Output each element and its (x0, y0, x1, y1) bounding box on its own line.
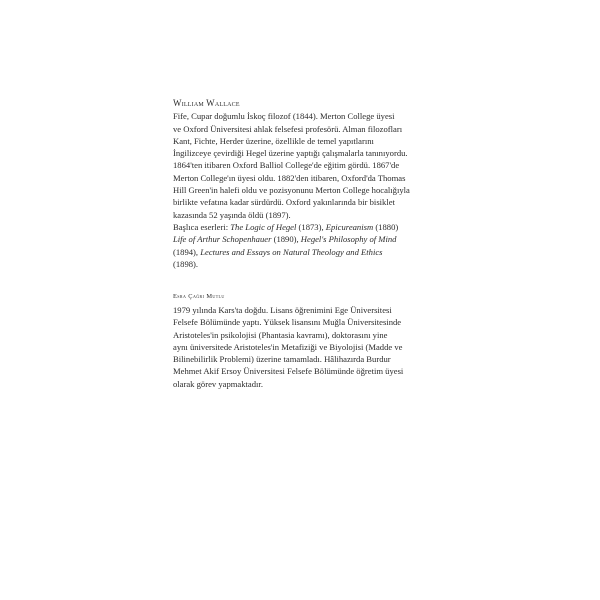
work-title: Hegel's Philosophy of Mind (300, 234, 397, 245)
work-year: (1890), (271, 234, 301, 245)
works-line (173, 221, 443, 233)
works-line (173, 246, 443, 258)
translator-name: Esra Çağrı Mutlu (173, 293, 225, 300)
work-year: (1873), (296, 221, 326, 232)
bio-line: olarak görev yapmaktadır. (173, 378, 263, 389)
works-line (173, 233, 443, 245)
work-title: Epicureanism (325, 221, 374, 232)
works-intro: Başlıca eserleri: (173, 221, 231, 232)
bio-line: birlikte vefatına kadar sürdürdü. Oxford yakınlarında bir bisiklet (173, 197, 395, 208)
bio-line: Aristoteles'in psikolojisi (Phantasia kavramı), doktorasını yine (173, 329, 388, 340)
translator-bio-wallace (173, 97, 443, 270)
bio-line: Hill Green'in halefi oldu ve pozisyonunu Merton College hocalığıyla (173, 185, 410, 196)
bio-line: Fife, Cupar doğumlu İskoç filozof (1844). Merton College üyesi (173, 111, 395, 122)
bio-line: Merton College'ın üyesi oldu. 1882'den itibaren, Oxford'da Thomas (173, 172, 406, 183)
bio-line: Bilinebilirlik Problemi) üzerine tamamladı. Hâlihazırda Burdur (173, 354, 391, 365)
work-title: Life of Arthur Schopenhauer (173, 234, 272, 245)
bio-line: aynı üniversitede Aristoteles'in Metafiziği ve Biyolojisi (Madde ve (173, 341, 403, 352)
bio-line: Mehmet Akif Ersoy Üniversitesi Felsefe Bölümünde öğretim üyesi (173, 366, 404, 377)
bio-line: kazasında 52 yaşında öldü (1897). (173, 209, 291, 220)
bio-line: Felsefe Bölümünde yaptı. Yüksek lisansını Muğla Üniversitesinde (173, 317, 402, 328)
works-line (173, 258, 443, 270)
work-title: The Logic of Hegel (230, 221, 297, 232)
work-year: (1880) (373, 221, 399, 232)
translator-bio-mutlu (173, 291, 443, 390)
bio-line: 1864'ten itibaren Oxford Balliol College'de eğitim gördü. 1867'de (173, 160, 400, 171)
bio-line: İngilizceye çevirdiği Hegel üzerine yaptığı çalışmalarla tanınıyordu. (173, 148, 408, 159)
author-name: William Wallace (173, 98, 240, 108)
bio-line: ve Oxford Üniversitesi ahlak felsefesi profesörü. Alman filozofları (173, 123, 403, 134)
work-year: (1898). (173, 258, 199, 269)
bio-line: Kant, Fichte, Herder üzerine, özellikle de temel yapıtlarını (173, 135, 374, 146)
work-title: Lectures and Essays on Natural Theology and Ethics (200, 246, 383, 257)
work-year: (1894), (173, 246, 201, 257)
bio-line: 1979 yılında Kars'ta doğdu. Lisans öğrenimini Ege Üniversitesi (173, 305, 392, 315)
